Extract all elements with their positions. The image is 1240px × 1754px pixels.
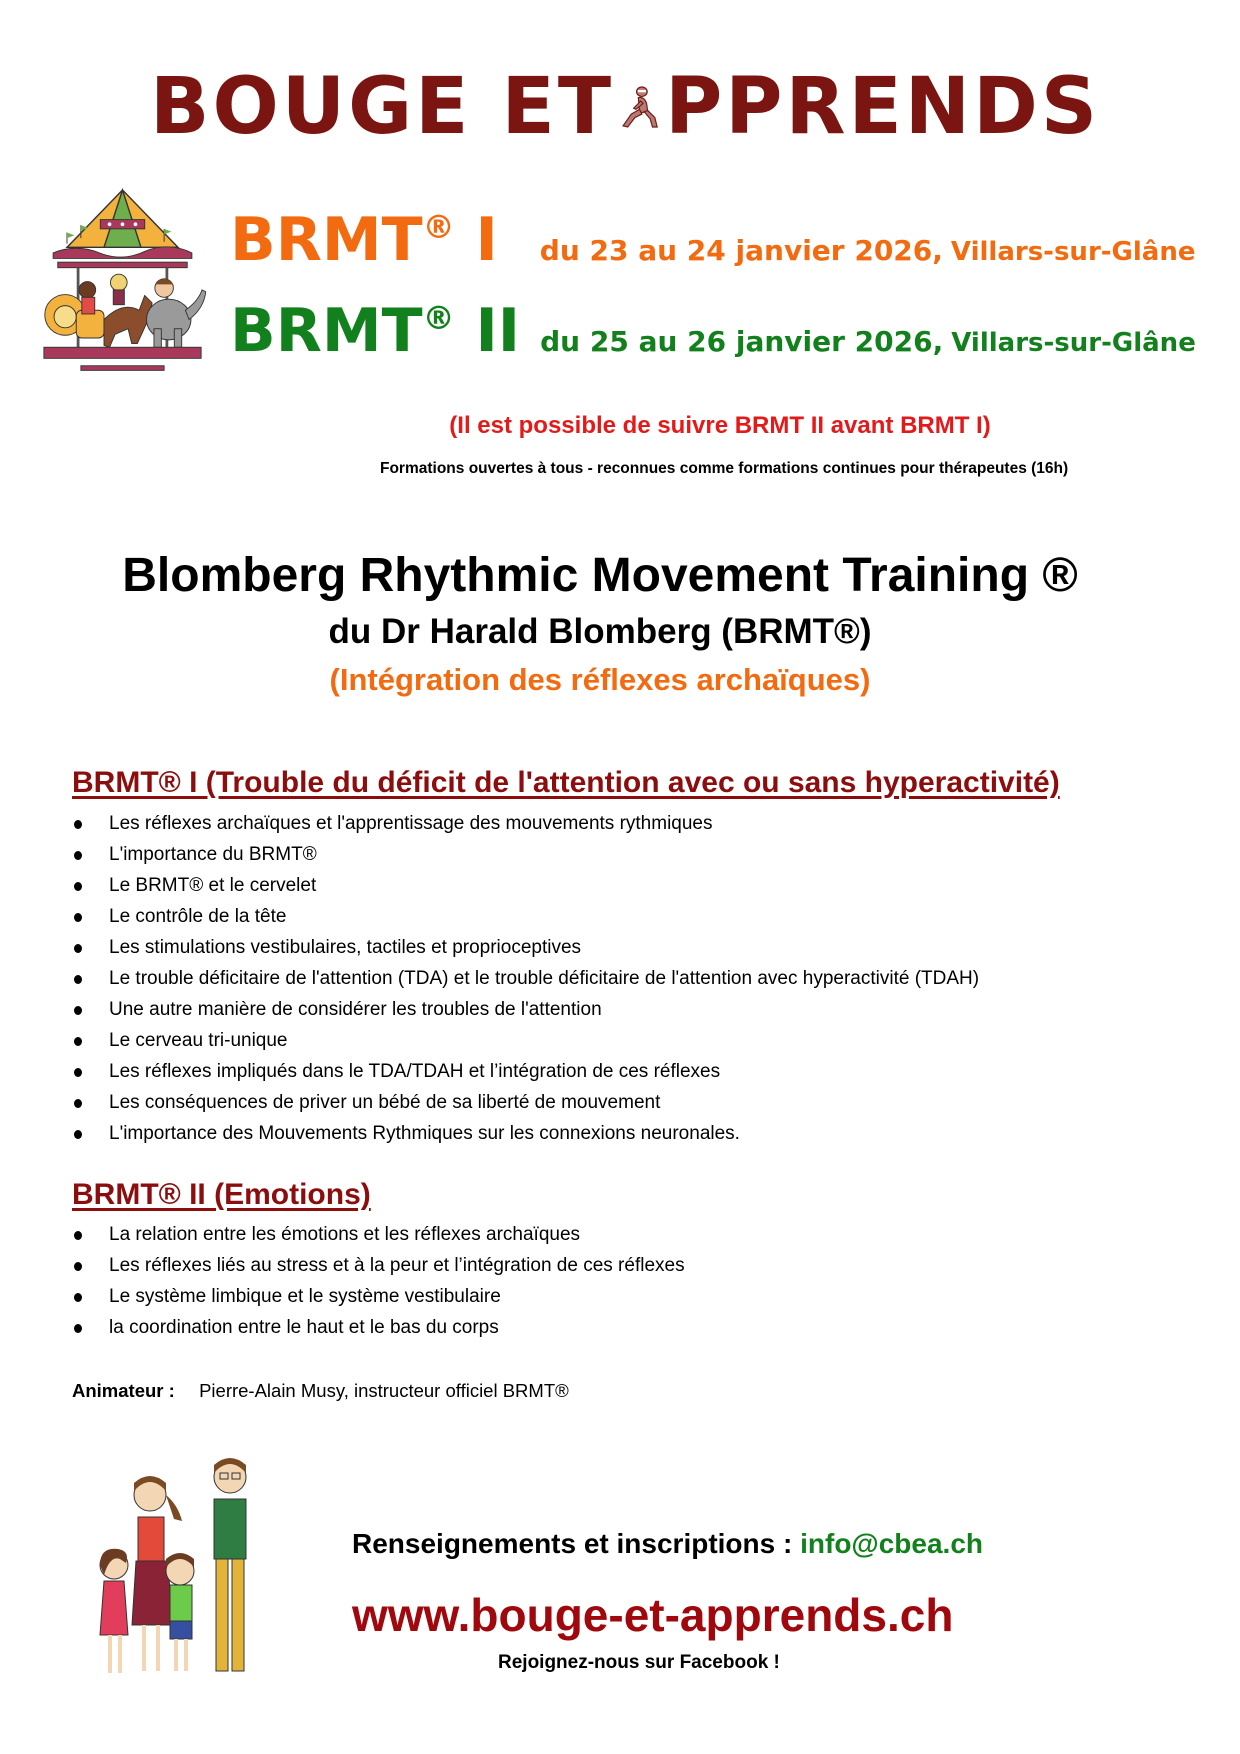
list-item: Les réflexes impliqués dans le TDA/TDAH et l’intégration de ces réflexes: [72, 1056, 979, 1087]
list-item: Les réflexes liés au stress et à la peur et l’intégration de ces réflexes: [72, 1250, 685, 1281]
session-brmt-2: [230, 296, 1196, 366]
sub-title-orange: (Intégration des réflexes archaïques): [329, 662, 871, 697]
contact-label: Renseignements et inscriptions :: [352, 1528, 793, 1559]
session-dates: du 25 au 26 janvier 2026,: [540, 325, 944, 358]
list-item: Le BRMT® et le cervelet: [72, 870, 979, 901]
list-item: La relation entre les émotions et les réflexes archaïques: [72, 1219, 685, 1250]
session-dates: du 23 au 24 janvier 2026,: [539, 234, 943, 267]
list-item: Le cerveau tri-unique: [72, 1025, 979, 1056]
list-item: Une autre manière de considérer les troubles de l'attention: [72, 994, 979, 1025]
list-item: Le trouble déficitaire de l'attention (TDA) et le trouble déficitaire de l'attention avec hyperactivité (TDAH): [72, 963, 979, 994]
list-item: L'importance du BRMT®: [72, 839, 979, 870]
animateur-label: Animateur :: [72, 1380, 175, 1401]
list-item: Le système limbique et le système vestibulaire: [72, 1281, 685, 1312]
email-link[interactable]: info@cbea.ch: [800, 1528, 983, 1559]
animateur-line: [72, 1380, 569, 1402]
brmt-2-topics-list: [72, 1219, 685, 1343]
session-brmt-1: [230, 205, 1196, 275]
website-link[interactable]: www.bouge-et-apprends.ch: [352, 1589, 954, 1641]
list-item: la coordination entre le haut et le bas du corps: [72, 1312, 685, 1343]
logo-title: [150, 62, 1100, 152]
main-title: Blomberg Rhythmic Movement Training ®: [122, 549, 1078, 602]
contact-line: [352, 1528, 983, 1560]
section-heading-brmt-1: BRMT® I (Trouble du déficit de l'attention avec ou sans hyperactivité): [72, 766, 1060, 799]
order-note: (Il est possible de suivre BRMT II avant BRMT I): [449, 412, 991, 439]
logo-text-part1: BOUGE ET: [150, 62, 615, 152]
session-title: BRMT® I: [230, 205, 498, 275]
session-place: Villars-sur-Glâne: [951, 328, 1196, 358]
session-place: Villars-sur-Glâne: [950, 237, 1196, 267]
list-item: Le contrôle de la tête: [72, 901, 979, 932]
carousel-illustration: [30, 180, 215, 385]
family-illustration: [90, 1455, 265, 1680]
sub-title: du Dr Harald Blomberg (BRMT®): [328, 612, 872, 651]
facebook-note: Rejoignez-nous sur Facebook !: [498, 1652, 780, 1673]
section-heading-brmt-2: BRMT® II (Emotions): [72, 1178, 371, 1211]
session-title: BRMT® II: [230, 296, 521, 366]
list-item: Les réflexes archaïques et l'apprentissage des mouvements rythmiques: [72, 808, 979, 839]
list-item: Les stimulations vestibulaires, tactiles et proprioceptives: [72, 932, 979, 963]
logo-text-part2: PPRENDS: [665, 62, 1100, 152]
brmt-1-topics-list: [72, 808, 979, 1149]
running-child-letter-a-icon: [616, 68, 663, 146]
list-item: L'importance des Mouvements Rythmiques sur les connexions neuronales.: [72, 1118, 979, 1149]
animateur-value: Pierre-Alain Musy, instructeur officiel BRMT®: [199, 1380, 569, 1401]
list-item: Les conséquences de priver un bébé de sa liberté de mouvement: [72, 1087, 979, 1118]
open-to-all-note: Formations ouvertes à tous - reconnues comme formations continues pour thérapeutes (16h): [380, 460, 1069, 477]
